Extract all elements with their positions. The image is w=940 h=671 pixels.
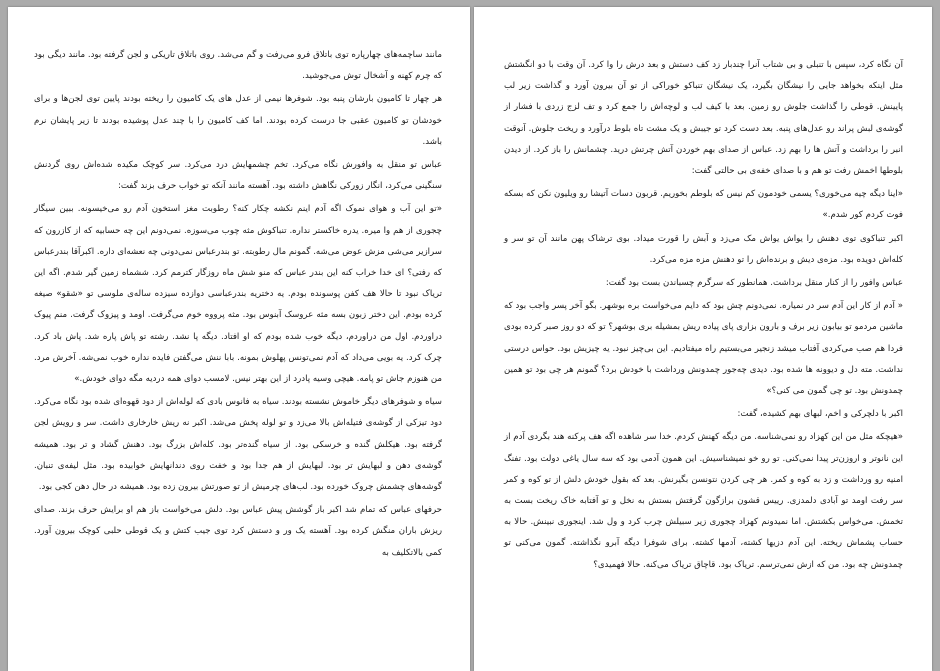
paragraph: اکبر تنباکوی توی دهنش را یواش یواش مک می‌زد و آبش را قورت میداد. بوی ترشاک پهن مانند آن تو سر و کله‌اش دویده بود. مزه‌ی دیش و برنده‌اش را تو دهنش مزه مزه می‌کرد. xyxy=(504,233,903,265)
paragraph: سیاه و شوفرهای دیگر خاموش نشسته بودند. سیاه به فانوس بادی که لوله‌اش از دود قهوه‌ای شده بود نگاه می‌کرد. دود تیزکی از گوشه‌ی فتیله‌اش بالا می‌زد و تو لوله پخش می‌شد. اکبر نه ریش خارخاری داشت. سر و رویش لجن گرفته بود. هیکلش گنده و خرسکی بود. از سیاه گنده‌تر بود. کله‌اش بزرگ بود. دهنش گشاد و تر بود. همیشه گوشه‌ی دهن و لبهایش تر بود. لبهایش از هم جدا بود و خفت روی دندانهایش خوابیده بود. مثل لیفه‌ی تنبان. گوشه‌های چشمش چروک خورده بود. لب‌های چرمیش از تو صورتش بیرون زده بود. همیشه در حال دهن کجی بود. xyxy=(34,397,442,493)
paragraph: اکبر با دلچرکی و اخم، لبهای بهم کشیده، گفت: xyxy=(737,409,903,420)
paragraph: مانند ساچمه‌های چهارپاره توی باتلاق فرو می‌رفت و گم می‌شد. روی باتلاق تاریکی و لجن گرفته بود. مانند دیگی بود که چرم کهنه و آشخال توش می‌جوشید. xyxy=(34,50,442,82)
document-page-left xyxy=(8,7,470,671)
paragraph: عباس وافور را از کنار منقل برداشت. همانطور که سرگرم چسباندن بست بود گفت: xyxy=(605,278,903,289)
document-page-right xyxy=(474,7,932,671)
page-text-left xyxy=(34,45,442,566)
paragraph: «تو این آب و هوای نموک اگه آدم اینم نکشه چکار کنه؟ رطوبت مغز استخون آدم رو می‌خیسونه. ببین سیگار چجوری از هم وا میره. یدره خاکستر نداره. تنباکوش مثه چوب می‌سوزه. نمی‌دونم این چه حسابیه که از کازرون که سرازیر می‌شی مزش عوض می‌شه. گمونم مال رطوبته. تو بندرعباس نمی‌دونی چه نعشه‌ای داره. اکبرآقا بندرعباس که رفتی؟ ای خدا خراب کنه این بندر عباس که منو شش ماه روزگار کترمم کرد. ششماه زمین گیر شدم. اگه این تریاک نبود تا حالا هف کفن پوسونده بودم. یه دختریه بندرعباسی دوازده سیزده ساله‌ی ملوسی تو «شقو» صیغه کرده بودم. این دختر زبون بسه مثه عروسک آبنوس بود. مثه پرووه خوم می‌گرفت. اومد و پیزوک گرفت. منم پیوک دراوردم. اول من دراوردم، دیگه خوب شده بودم که او افتاد. دیگه پا نشد. رشته تو پاش پاره شد. پاش باد کرد. چرک کرد. یه بویی می‌داد که آدم نمی‌تونس پهلوش بمونه. بابا ننش می‌گفتن فایده نداره خوب نمی‌شه. آخرش مرد. من هنوزم جاش تو پامه. هیچی وسیه پادرد از این بهتر نیس. لامسب دوای همه دردیه مگه دوای خودش.» xyxy=(34,204,442,385)
paragraph: «هیچکه مثل من این کهزاد رو نمی‌شناسه. من دیگه کهنش کردم. خدا سر شاهده اگه هف پرکنه هند بگردی آدم از این نانوتر و اروزن‌تر پیدا نمی‌کنی. تو رو خو نمیشناسیش. این همون آدمی بود که سه سال یاغی دولت بود. تفنگ امنیه رو ورداشت و زد به کوه و کمر. هر چی کردن نتونسن بگیرنش. بعد که بقول خودش دلش از تو کوه و کمر سر رفت اومد تو آبادی دلمدزی. رییس قشون برازگون گرفتش بستش به نخل و تو آفتابه خاک ریخت بست به تخمش. می‌خواس بکشتش. اما نمیدونم کهزاد چجوری زیر سبیلش چرب کرد و ول شد. اینجوری نبینش. حالا به حساب پشماش ریخته. این آدم دزیها کشته، آدمها کشته. برای شوفرا دیگه آبرو نگذاشته. گمون می‌کنی تو چمدونش چه بود. من که ازش نمی‌ترسم. تریاک بود. قاچاق تریاک می‌کنه. حالا فهمیدی؟ xyxy=(504,432,903,570)
paragraph: آن نگاه کرد، سپس با تنبلی و بی شتاب آنرا چندبار زد کف دستش و بعد درش را وا کرد. آن وقت با دو انگشتش مثل اینکه بخواهد جایی را نیشگان بگیرد، یک نیشگان تنباکو خوراکی از تو آن بیرون آورد و گذاشت زیر لب پایینش. قوطی را گذاشت جلوش رو زمین. بعد با کیف لب و لوچه‌اش را جمع کرد و تف لزج زردی با فشار از گوشه‌ی لبش پراند رو عدل‌های پنبه. بعد دست کرد تو جیبش و یک مشت تاه بلوط درآورد و ریخت جلوش. آنوقت انبر را برداشت و آتش ها را بهم زد. عباس از صدای بهم خوردن آتش چرتش درید. چشمانش را باز کرد. از دیدن بلوطها اخمش رفت تو هم و با صدای خفه‌ی بی حالتی گفت: xyxy=(504,60,903,177)
paragraph: «اینا دیگه چیه می‌خوری؟ یسمی خودمون کم نیس که بلوطم بخوریم. قربون دسات آتیشا رو ویلیون نکن که بسکه فوت کردم کور شدم.» xyxy=(504,189,903,221)
paragraph: « آدم از کار این آدم سر در نمیاره. نمی‌دونم چش بود که دایم می‌خواست بره بوشهر. بگو آخر پسر واجب بود که ماشین مردمو تو بیابون زیر برف و بارون بزاری پای پیاده ریش بمشیله بری بوشهر؟ تو که دو روز صبر کرده بودی فردا هم صب می‌کردی آفتاب میشد زنجیر می‌بستیم راه میفتادیم. این بی‌چیز نبود. یه چیزیش بود. حواس درستی نداشت. مته دل و دیوونه ها شده بود. دیدی چه‌جور چمدونش ورداشت با خودش برد؟ گمونم هر چی بود تو همین چمدونش بود. تو چی گمون می کنی؟» xyxy=(504,301,903,397)
paragraph: عباس تو منقل به وافورش نگاه می‌کرد. تخم چشمهایش درد می‌کرد. سر کوچک مکیده شده‌اش روی گردنش سنگینی می‌کرد، انگار زورکی نگاهش داشته بود. آهسته مانند آنکه تو خواب حرف بزند گفت: xyxy=(34,160,442,192)
paragraph: حرفهای عباس که تمام شد اکبر باز گوشش پیش عباس بود. دلش می‌خواست باز هم او برایش حرف بزند. صدای ریزش باران منگش کرده بود. آهسته یک ور و دستش کرد توی جیب کتش و یک قوطی حلبی کوچک بیرون آورد. کمی بالاتکلیف به xyxy=(34,505,442,558)
paragraph: هر چهار تا کامیون بارشان پنبه بود. شوفرها نیمی از عدل های یک کامیون را ریخته بودند پایین توی لجن‌ها و برای خودشان تو کامیون عقبی جا درست کرده بودند. اما کف کامیون را با چند عدل پوشیده بودند تا زیر پایشان نرم باشد. xyxy=(34,94,442,147)
page-text-right xyxy=(504,55,903,578)
